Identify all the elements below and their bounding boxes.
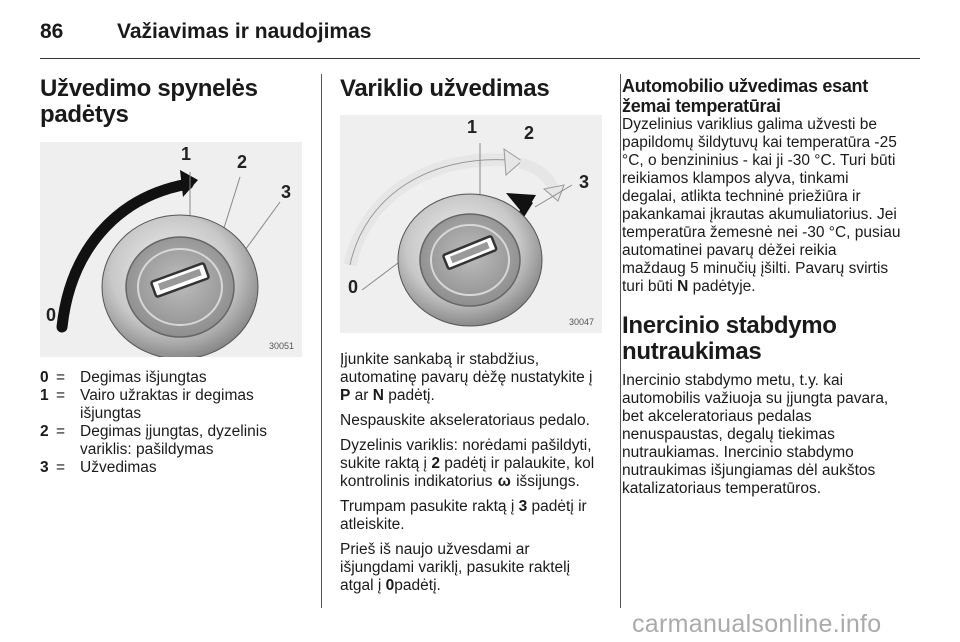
watermark: carmanualsonline.info — [632, 610, 882, 638]
position-legend — [40, 369, 302, 477]
paragraph: Inercinio stabdymo metu, t.y. kai automobilis važiuoja su įjungta pavara, bet akceleratoriaus pedalas nenuspaustas, degalų tiekimas nutraukiamas. Inercinio stabdymo nutraukimas išjungiamas dėl aukštos katalizatoriaus temperatūros. — [622, 372, 889, 497]
column-ignition-positions — [40, 76, 302, 477]
legend-item: 1 = Vairo užraktas ir degimas išjungtas — [40, 387, 254, 422]
preheat-indicator-icon: ω — [497, 473, 511, 490]
figure-label-2: 2 — [524, 123, 535, 143]
figure-label-2: 2 — [237, 152, 248, 172]
legend-item: 3 = Užvedimas — [40, 459, 157, 476]
figure-label-0: 0 — [348, 277, 359, 297]
header-rule — [40, 58, 920, 59]
figure-label-3: 3 — [579, 172, 590, 192]
page-header — [40, 12, 920, 52]
figure-label-3: 3 — [281, 182, 292, 202]
legend-item: 2 = Degimas įjungtas, dyzelinis variklis: pašildymas — [40, 423, 267, 458]
page-number: 86 — [40, 20, 64, 43]
column-divider-left — [321, 74, 322, 608]
figure-code: 30051 — [268, 341, 294, 351]
legend-item: 0 = Degimas išjungtas — [40, 369, 207, 386]
paragraph: Dyzelinis variklis: norėdami pašildyti, sukite raktą į 2 padėtį ir palaukite, kol kontrolinis indikatorius ω išsijungs. — [340, 437, 595, 490]
figure-label-1: 1 — [467, 117, 478, 137]
engine-start-figure — [340, 115, 602, 333]
ignition-positions-figure — [40, 142, 302, 357]
figure-label-0: 0 — [46, 305, 57, 325]
figure-label-1: 1 — [181, 144, 192, 164]
column-engine-start — [340, 76, 602, 602]
ignition-key-illustration — [340, 115, 602, 333]
engine-start-text — [340, 351, 602, 595]
paragraph: Trumpam pasukite raktą į 3 padėtį ir atleiskite. — [340, 498, 587, 533]
running-title: Važiavimas ir naudojimas — [117, 20, 372, 43]
paragraph: Prieš iš naujo užvesdami ar išjungdami variklį, pasukite raktelį atgal į 0padėtį. — [340, 541, 571, 594]
ignition-key-illustration — [40, 142, 302, 357]
paragraph: Nespauskite akseleratoriaus pedalo. — [340, 412, 590, 429]
section-heading-engine-start: Variklio užvedimas — [340, 75, 550, 102]
column-divider-right — [620, 74, 621, 608]
paragraph: Dyzelinius variklius galima užvesti be papildomų šildytuvų kai temperatūra -25 °C, o benzininius - kai ji -30 °C. Turi būti reikiamos klampos alyva, tinkami degalai, atlikta techninė priežiūra ir pakankamai įkrautas akumuliatorius. Jei temperatūra žemesnė nei -30 °C, pusiau automatinei pavarų dėžei reikia maždaug 5 minučių įšilti. Pavarų svirtis turi būti N padėtyje. — [622, 116, 901, 295]
paragraph: Įjunkite sankabą ir stabdžius, automatinę pavarų dėžę nustatykite į P ar N padėtį. — [340, 351, 593, 404]
section-heading-ignition-positions: Užvedimo spynelės padėtys — [40, 75, 258, 128]
figure-code: 30047 — [568, 317, 594, 327]
section-heading-fuel-cutoff: Inercinio stabdymo nutraukimas — [622, 312, 837, 365]
section-heading-cold-start: Automobilio užvedimas esant žemai temperatūrai — [622, 76, 868, 116]
column-cold-start — [622, 76, 904, 505]
